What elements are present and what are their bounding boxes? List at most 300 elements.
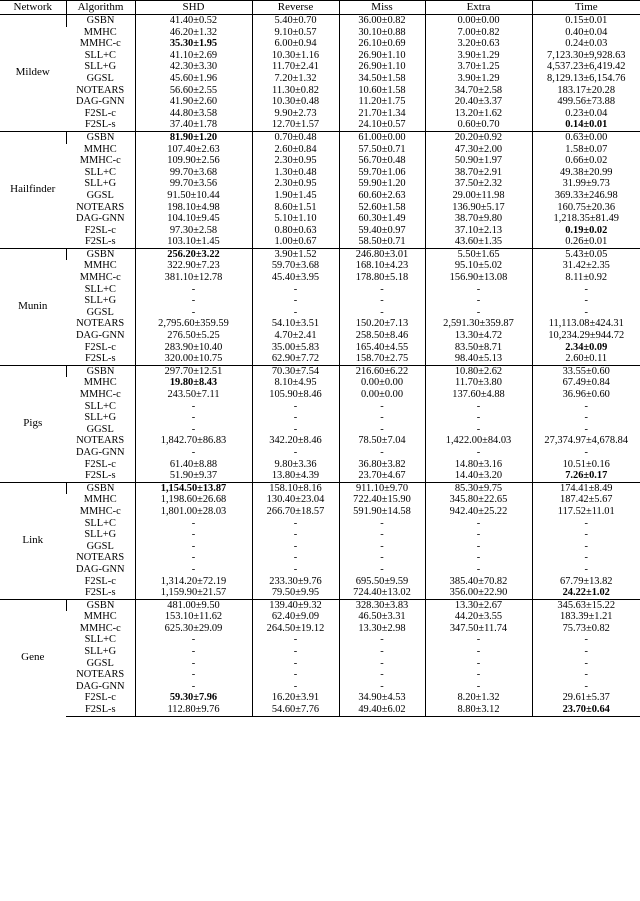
- time-cell: 4,537.23±6,419.42: [532, 61, 640, 73]
- algorithm-name: SLL+G: [84, 61, 117, 73]
- rev-cell: 266.70±18.57: [252, 506, 339, 518]
- extra-cell: -: [425, 552, 532, 564]
- header-shd: SHD: [135, 1, 252, 15]
- shd-cell: 41.90±2.60: [135, 96, 252, 108]
- extra-cell: -: [425, 412, 532, 424]
- header-time: Time: [532, 1, 640, 15]
- extra-cell: 13.30±2.67: [425, 599, 532, 611]
- time-cell: 0.23±0.04: [532, 108, 640, 120]
- miss-cell: 21.70±1.34: [339, 108, 425, 120]
- time-cell: 27,374.97±4,678.84: [532, 435, 640, 447]
- rev-cell: -: [252, 681, 339, 693]
- network-name: Mildew: [0, 15, 66, 132]
- shd-cell: -: [135, 646, 252, 658]
- shd-cell: 37.40±1.78: [135, 119, 252, 131]
- shd-cell: 2,795.60±359.59: [135, 318, 252, 330]
- rev-cell: 0.80±0.63: [252, 225, 339, 237]
- shd-cell: 276.50±5.25: [135, 330, 252, 342]
- miss-cell: 13.30±2.98: [339, 623, 425, 635]
- extra-cell: -: [425, 447, 532, 459]
- time-cell: 499.56±73.88: [532, 96, 640, 108]
- extra-cell: 345.80±22.65: [425, 494, 532, 506]
- rev-cell: -: [252, 658, 339, 670]
- shd-cell: -: [135, 658, 252, 670]
- table-row: [0, 447, 640, 459]
- table-row: [0, 353, 640, 365]
- table-row: [0, 658, 640, 670]
- extra-cell: 20.20±0.92: [425, 131, 532, 143]
- extra-cell: 5.50±1.65: [425, 248, 532, 260]
- algorithm-name: SLL+C: [84, 400, 116, 412]
- shd-cell: 19.80±8.43: [135, 377, 252, 389]
- extra-cell: -: [425, 518, 532, 530]
- extra-cell: 2,591.30±359.87: [425, 318, 532, 330]
- shd-cell: 44.80±3.58: [135, 108, 252, 120]
- miss-cell: -: [339, 564, 425, 576]
- extra-cell: -: [425, 424, 532, 436]
- miss-cell: 11.20±1.75: [339, 96, 425, 108]
- algorithm-name: GGSL: [86, 72, 114, 84]
- miss-cell: -: [339, 541, 425, 553]
- table-row: [0, 529, 640, 541]
- miss-cell: 57.50±0.71: [339, 144, 425, 156]
- shd-cell: 109.90±2.56: [135, 155, 252, 167]
- time-cell: 1.58±0.07: [532, 144, 640, 156]
- algorithm-name: SLL+C: [84, 49, 116, 61]
- algorithm-name: F2SL-s: [84, 353, 116, 365]
- extra-cell: 11.70±3.80: [425, 377, 532, 389]
- rev-cell: -: [252, 424, 339, 436]
- table-row: [0, 284, 640, 296]
- table-row: [0, 202, 640, 214]
- algorithm-name: MMHC: [83, 143, 117, 155]
- extra-cell: 47.30±2.00: [425, 144, 532, 156]
- table-row: [0, 272, 640, 284]
- table-row: [0, 482, 640, 494]
- rev-cell: 6.00±0.94: [252, 38, 339, 50]
- miss-cell: -: [339, 307, 425, 319]
- shd-cell: 481.00±9.50: [135, 599, 252, 611]
- table-row: [0, 470, 640, 482]
- header-miss: Miss: [339, 1, 425, 15]
- time-cell: 2.60±0.11: [532, 353, 640, 365]
- rev-cell: 11.30±0.82: [252, 85, 339, 97]
- results-table-body: [0, 15, 640, 717]
- table-row: [0, 435, 640, 447]
- time-cell: -: [532, 284, 640, 296]
- time-cell: 8.11±0.92: [532, 272, 640, 284]
- extra-cell: 83.50±8.71: [425, 342, 532, 354]
- rev-cell: 10.30±0.48: [252, 96, 339, 108]
- rev-cell: 2.30±0.95: [252, 155, 339, 167]
- time-cell: 67.49±0.84: [532, 377, 640, 389]
- shd-cell: 625.30±29.09: [135, 623, 252, 635]
- shd-cell: 99.70±3.56: [135, 178, 252, 190]
- time-cell: 0.14±0.01: [532, 119, 640, 131]
- table-row: [0, 307, 640, 319]
- miss-cell: 10.60±1.58: [339, 85, 425, 97]
- table-row: [0, 38, 640, 50]
- miss-cell: 0.00±0.00: [339, 389, 425, 401]
- header-network: Network: [0, 1, 66, 15]
- extra-cell: 43.60±1.35: [425, 236, 532, 248]
- algorithm-name: F2SL-s: [84, 470, 116, 482]
- miss-cell: 61.00±0.00: [339, 131, 425, 143]
- miss-cell: -: [339, 646, 425, 658]
- shd-cell: 91.50±10.44: [135, 190, 252, 202]
- extra-cell: 8.80±3.12: [425, 704, 532, 716]
- miss-cell: 328.30±3.83: [339, 599, 425, 611]
- algorithm-name: MMHC-c: [79, 272, 121, 284]
- shd-cell: 103.10±1.45: [135, 236, 252, 248]
- extra-cell: 0.60±0.70: [425, 119, 532, 131]
- algorithm-name: DAG-GNN: [76, 213, 125, 225]
- time-cell: 10,234.29±944.72: [532, 330, 640, 342]
- network-name: Munin: [0, 248, 66, 365]
- shd-cell: -: [135, 307, 252, 319]
- algorithm-name: GSBN: [66, 248, 135, 260]
- shd-cell: 45.60±1.96: [135, 73, 252, 85]
- algorithm-name: F2SL-s: [84, 587, 116, 599]
- algorithm-name: NOTEARS: [76, 201, 125, 213]
- miss-cell: 60.30±1.49: [339, 213, 425, 225]
- shd-cell: -: [135, 447, 252, 459]
- algorithm-name: SLL+C: [84, 517, 116, 529]
- rev-cell: 54.10±3.51: [252, 318, 339, 330]
- shd-cell: 42.30±3.30: [135, 61, 252, 73]
- header-extra: Extra: [425, 1, 532, 15]
- algorithm-name: F2SL-s: [66, 704, 135, 716]
- algorithm-name: NOTEARS: [76, 318, 125, 330]
- rev-cell: 3.90±1.52: [252, 248, 339, 260]
- extra-cell: 356.00±22.90: [425, 587, 532, 599]
- time-cell: -: [532, 646, 640, 658]
- shd-cell: 198.10±4.98: [135, 202, 252, 214]
- rev-cell: 2.30±0.95: [252, 178, 339, 190]
- rev-cell: 79.50±9.95: [252, 587, 339, 599]
- table-row: [0, 623, 640, 635]
- table-row: [0, 330, 640, 342]
- time-cell: 10.51±0.16: [532, 459, 640, 471]
- extra-cell: 37.50±2.32: [425, 178, 532, 190]
- header-reverse: Reverse: [252, 1, 339, 15]
- rev-cell: 139.40±9.32: [252, 599, 339, 611]
- algorithm-name: DAG-GNN: [76, 680, 125, 692]
- table-row: [0, 248, 640, 260]
- extra-cell: 14.40±3.20: [425, 470, 532, 482]
- extra-cell: -: [425, 646, 532, 658]
- algorithm-name: SLL+C: [84, 634, 116, 646]
- extra-cell: 13.20±1.62: [425, 108, 532, 120]
- shd-cell: 1,842.70±86.83: [135, 435, 252, 447]
- time-cell: 7,123.30±9,928.63: [532, 50, 640, 62]
- extra-cell: 0.00±0.00: [425, 15, 532, 27]
- time-cell: 67.79±13.82: [532, 576, 640, 588]
- time-cell: 0.24±0.03: [532, 38, 640, 50]
- shd-cell: -: [135, 284, 252, 296]
- algorithm-name: F2SL-c: [84, 575, 116, 587]
- table-row: [0, 646, 640, 658]
- time-cell: 29.61±5.37: [532, 692, 640, 704]
- miss-cell: -: [339, 518, 425, 530]
- shd-cell: -: [135, 552, 252, 564]
- extra-cell: -: [425, 284, 532, 296]
- algorithm-name: SLL+G: [84, 178, 117, 190]
- miss-cell: -: [339, 529, 425, 541]
- rev-cell: -: [252, 284, 339, 296]
- shd-cell: 59.30±7.96: [135, 692, 252, 704]
- algorithm-name: GSBN: [66, 365, 135, 377]
- algorithm-name: MMHC: [83, 260, 117, 272]
- rev-cell: 5.10±1.10: [252, 213, 339, 225]
- algorithm-name: F2SL-c: [84, 224, 116, 236]
- shd-cell: 1,154.50±13.87: [135, 482, 252, 494]
- time-cell: 5.43±0.05: [532, 248, 640, 260]
- miss-cell: 591.90±14.58: [339, 506, 425, 518]
- extra-cell: -: [425, 295, 532, 307]
- shd-cell: 1,801.00±28.03: [135, 506, 252, 518]
- miss-cell: 724.40±13.02: [339, 587, 425, 599]
- table-row: [0, 96, 640, 108]
- shd-cell: -: [135, 518, 252, 530]
- rev-cell: 62.90±7.72: [252, 353, 339, 365]
- rev-cell: 35.00±5.83: [252, 342, 339, 354]
- extra-cell: 20.40±3.37: [425, 96, 532, 108]
- rev-cell: 342.20±8.46: [252, 435, 339, 447]
- rev-cell: 9.90±2.73: [252, 108, 339, 120]
- algorithm-name: DAG-GNN: [76, 96, 125, 108]
- miss-cell: 23.70±4.67: [339, 470, 425, 482]
- table-row: [0, 85, 640, 97]
- shd-cell: 381.10±12.78: [135, 272, 252, 284]
- time-cell: -: [532, 412, 640, 424]
- extra-cell: -: [425, 307, 532, 319]
- table-row: [0, 225, 640, 237]
- shd-cell: 320.00±10.75: [135, 353, 252, 365]
- rev-cell: 62.40±9.09: [252, 611, 339, 623]
- table-row: [0, 50, 640, 62]
- rev-cell: 16.20±3.91: [252, 692, 339, 704]
- shd-cell: 46.20±1.32: [135, 27, 252, 39]
- rev-cell: 9.10±0.57: [252, 27, 339, 39]
- time-cell: -: [532, 307, 640, 319]
- shd-cell: 51.90±9.37: [135, 470, 252, 482]
- extra-cell: -: [425, 564, 532, 576]
- extra-cell: 8.20±1.32: [425, 692, 532, 704]
- table-row: [0, 412, 640, 424]
- extra-cell: 3.90±1.29: [425, 50, 532, 62]
- algorithm-name: GSBN: [66, 599, 135, 611]
- table-row: [0, 61, 640, 73]
- network-name: Link: [0, 482, 66, 599]
- time-cell: 23.70±0.64: [532, 704, 640, 716]
- table-row: [0, 318, 640, 330]
- time-cell: 183.17±20.28: [532, 85, 640, 97]
- extra-cell: 347.50±11.74: [425, 623, 532, 635]
- rev-cell: 8.60±1.51: [252, 202, 339, 214]
- miss-cell: 59.90±1.20: [339, 178, 425, 190]
- network-name: Hailfinder: [0, 131, 66, 248]
- table-row: [0, 634, 640, 646]
- miss-cell: 78.50±7.04: [339, 435, 425, 447]
- algorithm-name: DAG-GNN: [76, 446, 125, 458]
- table-row: [0, 576, 640, 588]
- table-row: [0, 144, 640, 156]
- miss-cell: 26.10±0.69: [339, 38, 425, 50]
- algorithm-name: F2SL-c: [84, 458, 116, 470]
- miss-cell: 49.40±6.02: [339, 704, 425, 716]
- miss-cell: 59.70±1.06: [339, 167, 425, 179]
- rev-cell: 45.40±3.95: [252, 272, 339, 284]
- miss-cell: 46.50±3.31: [339, 611, 425, 623]
- shd-cell: -: [135, 669, 252, 681]
- time-cell: -: [532, 634, 640, 646]
- algorithm-name: NOTEARS: [76, 435, 125, 447]
- algorithm-name: GSBN: [66, 15, 135, 27]
- algorithm-name: MMHC: [83, 26, 117, 38]
- time-cell: 1,218.35±81.49: [532, 213, 640, 225]
- rev-cell: 59.70±3.68: [252, 260, 339, 272]
- shd-cell: 322.90±7.23: [135, 260, 252, 272]
- table-row: [0, 27, 640, 39]
- shd-cell: -: [135, 295, 252, 307]
- table-row: [0, 295, 640, 307]
- shd-cell: 97.30±2.58: [135, 225, 252, 237]
- time-cell: -: [532, 518, 640, 530]
- table-row: [0, 401, 640, 413]
- algorithm-name: F2SL-c: [84, 107, 116, 119]
- extra-cell: 3.90±1.29: [425, 73, 532, 85]
- time-cell: 8,129.13±6,154.76: [532, 73, 640, 85]
- rev-cell: -: [252, 634, 339, 646]
- extra-cell: -: [425, 634, 532, 646]
- algorithm-name: NOTEARS: [76, 552, 125, 564]
- rev-cell: 105.90±8.46: [252, 389, 339, 401]
- algorithm-name: GGSL: [86, 306, 114, 318]
- extra-cell: 1,422.00±84.03: [425, 435, 532, 447]
- time-cell: 31.99±9.73: [532, 178, 640, 190]
- extra-cell: 34.70±2.58: [425, 85, 532, 97]
- rev-cell: -: [252, 552, 339, 564]
- time-cell: 24.22±1.02: [532, 587, 640, 599]
- rev-cell: 7.20±1.32: [252, 73, 339, 85]
- algorithm-name: F2SL-s: [84, 119, 116, 131]
- network-name: Pigs: [0, 365, 66, 482]
- shd-cell: 81.90±1.20: [135, 131, 252, 143]
- algorithm-name: MMHC-c: [79, 389, 121, 400]
- table-row: [0, 611, 640, 623]
- extra-cell: 38.70±2.91: [425, 167, 532, 179]
- algorithm-name: MMHC-c: [79, 622, 121, 634]
- rev-cell: 54.60±7.76: [252, 704, 339, 716]
- time-cell: 160.75±20.36: [532, 202, 640, 214]
- time-cell: 2.34±0.09: [532, 342, 640, 354]
- time-cell: 31.42±2.35: [532, 260, 640, 272]
- time-cell: 0.15±0.01: [532, 15, 640, 27]
- miss-cell: 150.20±7.13: [339, 318, 425, 330]
- rev-cell: 233.30±9.76: [252, 576, 339, 588]
- extra-cell: -: [425, 529, 532, 541]
- table-row: [0, 108, 640, 120]
- extra-cell: 137.60±4.88: [425, 389, 532, 401]
- extra-cell: 136.90±5.17: [425, 202, 532, 214]
- time-cell: 7.26±0.17: [532, 470, 640, 482]
- extra-cell: 385.40±70.82: [425, 576, 532, 588]
- algorithm-name: SLL+G: [84, 412, 117, 424]
- header-row: [0, 1, 640, 15]
- shd-cell: -: [135, 681, 252, 693]
- miss-cell: 216.60±6.22: [339, 365, 425, 377]
- rev-cell: 13.80±4.39: [252, 470, 339, 482]
- rev-cell: 158.10±8.16: [252, 482, 339, 494]
- table-row: [0, 365, 640, 377]
- table-row: [0, 389, 640, 401]
- extra-cell: 98.40±5.13: [425, 353, 532, 365]
- time-cell: -: [532, 552, 640, 564]
- time-cell: 11,113.08±424.31: [532, 318, 640, 330]
- miss-cell: 246.80±3.01: [339, 248, 425, 260]
- table-row: [0, 213, 640, 225]
- miss-cell: 24.10±0.57: [339, 119, 425, 131]
- miss-cell: 26.90±1.10: [339, 61, 425, 73]
- extra-cell: 50.90±1.97: [425, 155, 532, 167]
- shd-cell: 56.60±2.55: [135, 85, 252, 97]
- miss-cell: -: [339, 552, 425, 564]
- algorithm-name: GGSL: [86, 540, 114, 552]
- table-row: [0, 506, 640, 518]
- shd-cell: 1,159.90±21.57: [135, 587, 252, 599]
- shd-cell: 256.20±3.22: [135, 248, 252, 260]
- rev-cell: -: [252, 307, 339, 319]
- rev-cell: -: [252, 564, 339, 576]
- table-row: [0, 704, 640, 716]
- time-cell: -: [532, 529, 640, 541]
- extra-cell: 95.10±5.02: [425, 260, 532, 272]
- table-row: [0, 73, 640, 85]
- rev-cell: 0.70±0.48: [252, 131, 339, 143]
- extra-cell: 942.40±25.22: [425, 506, 532, 518]
- rev-cell: -: [252, 646, 339, 658]
- rev-cell: -: [252, 447, 339, 459]
- table-row: [0, 131, 640, 143]
- table-row: [0, 564, 640, 576]
- algorithm-name: GGSL: [86, 657, 114, 669]
- miss-cell: 26.90±1.10: [339, 50, 425, 62]
- table-row: [0, 669, 640, 681]
- time-cell: -: [532, 295, 640, 307]
- table-row: [0, 377, 640, 389]
- extra-cell: -: [425, 401, 532, 413]
- rev-cell: -: [252, 412, 339, 424]
- table-row: [0, 494, 640, 506]
- algorithm-name: GGSL: [86, 423, 114, 435]
- shd-cell: 243.50±7.11: [135, 389, 252, 401]
- table-row: [0, 178, 640, 190]
- table-row: [0, 681, 640, 693]
- rev-cell: 4.70±2.41: [252, 330, 339, 342]
- miss-cell: 695.50±9.59: [339, 576, 425, 588]
- algorithm-name: F2SL-s: [84, 236, 116, 248]
- miss-cell: 60.60±2.63: [339, 190, 425, 202]
- extra-cell: 14.80±3.16: [425, 459, 532, 471]
- miss-cell: -: [339, 284, 425, 296]
- shd-cell: 104.10±9.45: [135, 213, 252, 225]
- shd-cell: -: [135, 564, 252, 576]
- table-row: [0, 260, 640, 272]
- table-row: [0, 15, 640, 27]
- extra-cell: 29.00±11.98: [425, 190, 532, 202]
- miss-cell: 258.50±8.46: [339, 330, 425, 342]
